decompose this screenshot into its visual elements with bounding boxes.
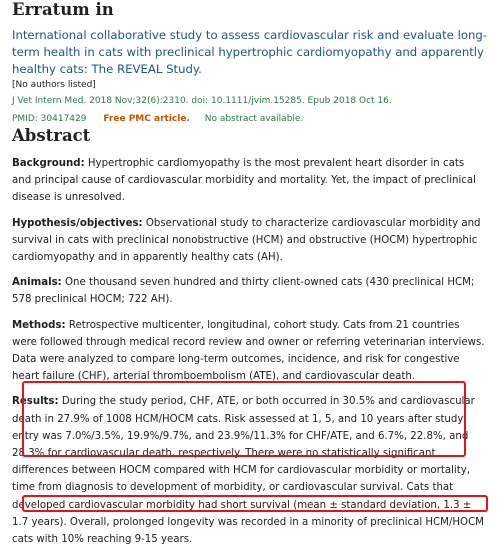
erratum-article-link[interactable]: International collaborative study to assess cardiovascular risk and evaluate long-term health in cats with preclinical hypertrophic cardiomyopathy and apparently healthy cats: The REVEAL Study. (12, 28, 488, 76)
abstract-section-label: Methods: (12, 319, 66, 331)
abstract-background (12, 155, 490, 207)
abstract-section-label: Animals: (12, 277, 62, 289)
erratum-citation: J Vet Intern Med. 2018 Nov;32(6):2310. doi: 10.1111/jvim.15285. Epub 2018 Oct 16. (12, 96, 392, 106)
abstract-heading: Abstract (12, 126, 91, 145)
no-abstract-label: No abstract available. (204, 114, 304, 124)
abstract-animals (12, 274, 490, 308)
abstract-section-label: Hypothesis/objectives: (12, 217, 143, 229)
abstract-section-text: Retrospective multicenter, longitudinal, cohort study. Cats from 21 countries were followed through medical record review and owner or referring veterinarian interviews. Data were analyzed to compare long-term outcomes, incidence, and risk for congestive heart failure (CHF), arterial thromboembolism (ATE), and cardiovascular death. (12, 319, 485, 383)
abstract-methods (12, 317, 490, 386)
abstract-hypothesis (12, 215, 490, 267)
erratum-authors: [No authors listed] (12, 80, 96, 90)
erratum-heading: Erratum in (12, 0, 114, 19)
abstract-section-text: One thousand seven hundred and thirty client-owned cats (430 preclinical HCM; 578 preclinical HOCM; 722 AH). (12, 277, 475, 306)
abstract-section-text: Observational study to characterize cardiovascular morbidity and survival in cats with preclinical nonobstructive (HCM) and obstructive (HOCM) hypertrophic cardiomyopathy and in apparently healthy cats (AH). (12, 217, 481, 264)
abstract-results (12, 393, 490, 548)
abstract-section-label: Background: (12, 158, 85, 169)
erratum-meta-row (12, 113, 490, 126)
pmid-label: PMID: 30417429 (12, 114, 87, 124)
abstract-section-text: During the study period, CHF, ATE, or both occurred in 30.5% and cardiovascular death in 27.9% of 1008 HCM/HOCM cats. Risk assessed at 1, 5, and 10 years after study entry was 7.0%/3.5%, 19.9%/9.7%, and 23.9%/11.3% for CHF/ATE, and 6.7%, 22.8%, and 28.3% for cardiovascular death, respectively. There were no statistically significant differences between HOCM compared with HCM for cardiovascular morbidity or mortality, time from diagnosis to development of morbidity, or cardiovascular survival. Cats that developed cardiovascular morbidity had short survival (mean ± standard deviation, 1.3 ± 1.7 years). Overall, prolonged longevity was recorded in a minority of preclinical HCM/HOCM cats with 10% reaching 9-15 years. (12, 396, 484, 546)
abstract-body (12, 155, 490, 548)
free-pmc-link[interactable]: Free PMC article. (103, 114, 190, 124)
abstract-section-text: Hypertrophic cardiomyopathy is the most prevalent heart disorder in cats and principal cause of cardiovascular morbidity and mortality. Yet, the impact of preclinical disease is unresolved. (12, 158, 476, 204)
abstract-section-label: Results: (12, 396, 59, 408)
